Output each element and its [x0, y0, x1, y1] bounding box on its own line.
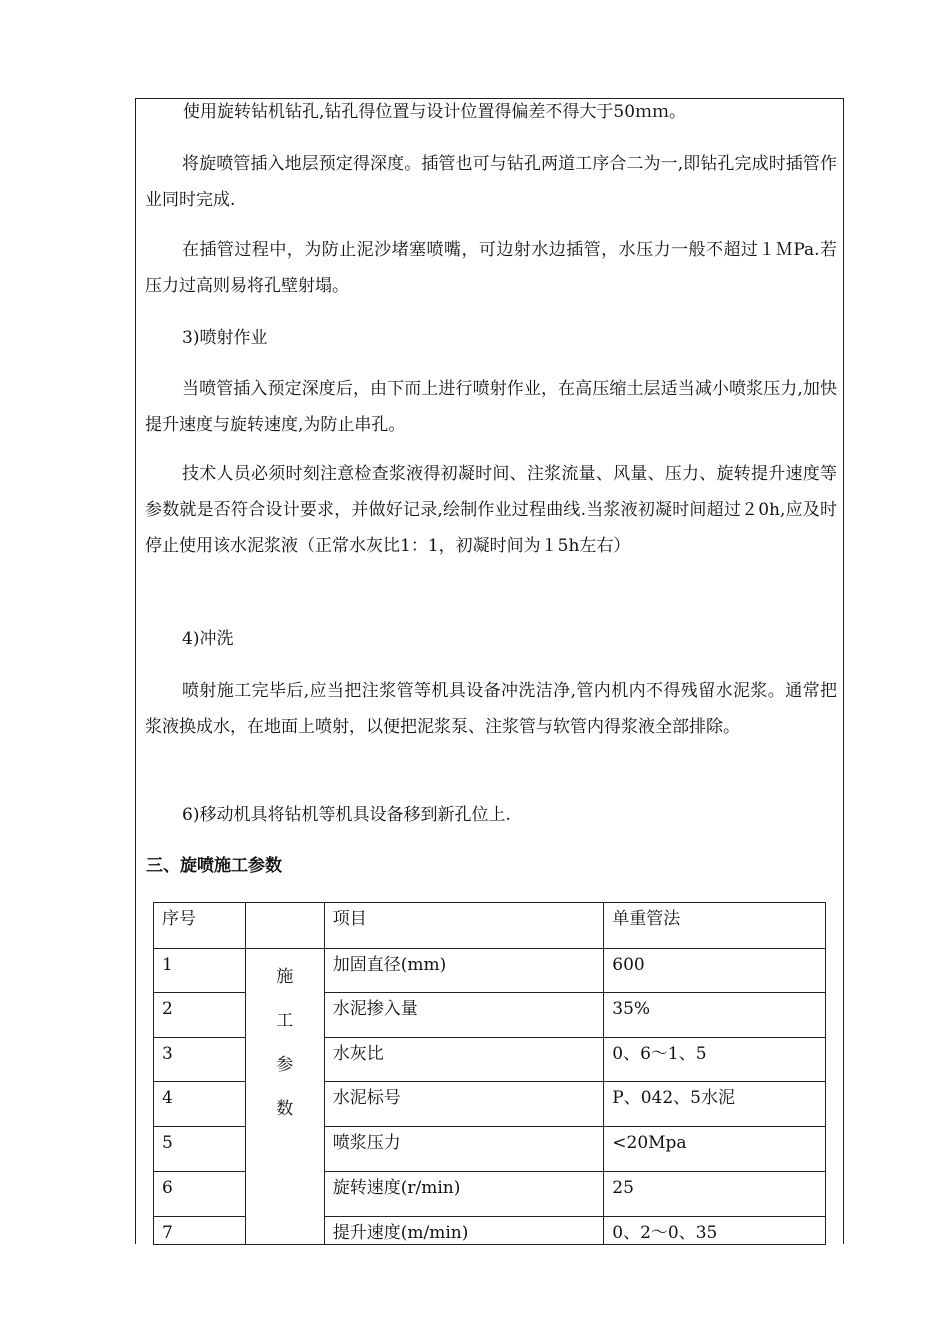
row-item: 水泥标号: [324, 1082, 604, 1127]
header-group: [245, 903, 324, 949]
paragraph-technician-check: 技术人员必须时刻注意检查浆液得初凝时间、注浆流量、风量、压力、旋转提升速度等参数就是否符合设计要求，并做好记录,绘制作业过程曲线.当浆液初凝时间超过２0h,应及时停止使用该水泥浆液（正常水灰比1：1，初凝时间为１5h左右）: [145, 464, 837, 556]
row-item: 水泥掺入量: [324, 993, 604, 1038]
row-value: 25: [604, 1172, 826, 1217]
subheading-spray-operation: 3)喷射作业: [182, 328, 268, 348]
table-row: [154, 949, 826, 993]
row-item: 加固直径(mm): [324, 949, 604, 993]
row-item: 喷浆压力: [324, 1127, 604, 1172]
table-header-row: [154, 903, 826, 949]
group-label-char: 数: [276, 1099, 294, 1119]
header-index: 序号: [154, 903, 246, 949]
parameter-table: [153, 902, 826, 1245]
paragraph-insert-pipe: 将旋喷管插入地层预定得深度。插管也可与钻孔两道工序合二为一,即钻孔完成时插管作业同时完成.: [145, 154, 837, 210]
row-item: 水灰比: [324, 1038, 604, 1082]
group-label-char: 参: [276, 1055, 294, 1075]
group-label-char: 工: [276, 1011, 294, 1031]
row-index: 5: [154, 1127, 246, 1172]
header-item: 项目: [324, 903, 604, 949]
row-index: 6: [154, 1172, 246, 1217]
row-value: 35%: [604, 993, 826, 1038]
row-value: 600: [604, 949, 826, 993]
row-value: P、042、5水泥: [604, 1082, 826, 1127]
row-value: 0、6～1、5: [604, 1038, 826, 1082]
paragraph-spray-operation: 当喷管插入预定深度后，由下而上进行喷射作业，在高压缩土层适当减小喷浆压力,加快提升速度与旋转速度,为防止串孔。: [145, 379, 837, 435]
paragraph-insert-process: 在插管过程中，为防止泥沙堵塞喷嘴，可边射水边插管，水压力一般不超过１ＭPa.若压力过高则易将孔壁射塌。: [145, 240, 837, 296]
header-method: 单重管法: [604, 903, 826, 949]
paragraph-flush: 喷射施工完毕后,应当把注浆管等机具设备冲洗洁净,管内机内不得残留水泥浆。通常把浆液换成水，在地面上喷射，以便把泥浆泵、注浆管与软管内得浆液全部排除。: [145, 681, 837, 737]
row-value: <20Mpa: [604, 1127, 826, 1172]
row-index: 7: [154, 1217, 246, 1245]
paragraph-drilling: 使用旋转钻机钻孔,钻孔得位置与设计位置得偏差不得大于50ｍｍ。: [183, 102, 687, 122]
row-index: 4: [154, 1082, 246, 1127]
row-index: 1: [154, 949, 246, 993]
group-label-cell: [245, 949, 324, 1245]
group-label-char: 施: [276, 967, 294, 987]
section-heading: 三、旋喷施工参数: [146, 856, 282, 876]
subheading-flush: 4)冲洗: [182, 629, 234, 649]
row-item: 旋转速度(r/min): [324, 1172, 604, 1217]
row-item: 提升速度(m/min): [324, 1217, 604, 1245]
row-index: 2: [154, 993, 246, 1038]
paragraph-move-equipment: 6)移动机具将钻机等机具设备移到新孔位上.: [182, 805, 511, 825]
row-index: 3: [154, 1038, 246, 1082]
row-value: 0、2～0、35: [604, 1217, 826, 1245]
